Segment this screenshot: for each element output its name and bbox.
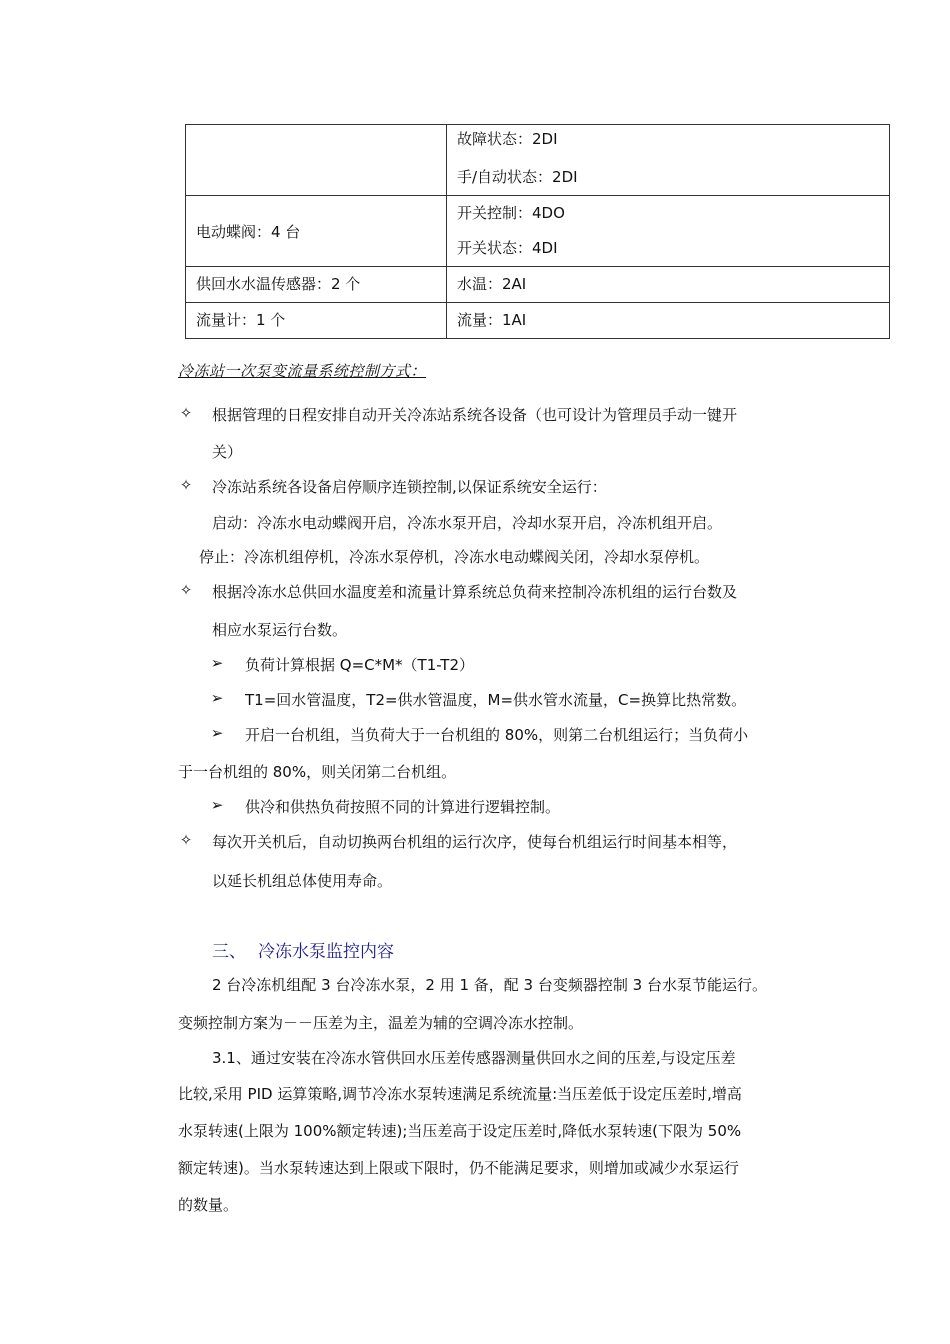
table-cell-points (447, 196, 890, 267)
paragraph-line: 2 台冷冻机组配 3 台冷冻水泵，2 用 1 备，配 3 台变频器控制 3 台水泵节能运行。 (212, 976, 767, 994)
section-number: 三、 (212, 942, 246, 962)
paragraph-line: 停止：冷冻机组停机，冷冻水泵停机，冷冻水电动蝶阀关闭，冷却水泵停机。 (199, 548, 710, 566)
table-cell-points (447, 267, 890, 303)
table-cell-device (186, 303, 447, 339)
table-cell-line: 流量计：1 个 (196, 311, 286, 329)
table-row (186, 267, 890, 303)
table-cell-device (186, 267, 447, 303)
arrow-bullet-icon: ➢ (210, 654, 224, 672)
table-cell-line: 开关控制：4DO (457, 204, 565, 222)
paragraph-line: 于一台机组的 80%，则关闭第二台机组。 (178, 763, 457, 781)
paragraph-line: 根据管理的日程安排自动开关冷冻站系统各设备（也可设计为管理员手动一键开 (212, 406, 738, 424)
table-cell-device: 电动蝶阀：4 台 (186, 196, 447, 267)
paragraph-line: 供冷和供热负荷按照不同的计算进行逻辑控制。 (245, 798, 561, 816)
star-bullet-icon: ✧ (179, 404, 193, 422)
arrow-bullet-icon: ➢ (210, 689, 224, 707)
table-cell-line: 供回水水温传感器：2 个 (196, 275, 361, 293)
arrow-bullet-icon: ➢ (210, 724, 224, 742)
table-row (186, 125, 890, 196)
paragraph-line: 额定转速)。当水泵转速达到上限或下限时，仍不能满足要求，则增加或减少水泵运行 (178, 1159, 739, 1177)
table-cell-points (447, 303, 890, 339)
table-cell-line: 开关状态：4DI (457, 239, 558, 257)
paragraph-line: 每次开关机后，自动切换两台机组的运行次序，使每台机组运行时间基本相等， (212, 833, 738, 851)
paragraph-line: 比较,采用 PID 运算策略,调节冷冻水泵转速满足系统流量:当压差低于设定压差时,增高 (178, 1085, 742, 1103)
paragraph-line: 负荷计算根据 Q=C*M*（T1-T2） (245, 656, 475, 674)
diamond-bullet-icon: ✧ (179, 476, 193, 494)
paragraph-line: 变频控制方案为－－压差为主，温差为辅的空调冷冻水控制。 (178, 1014, 584, 1032)
paragraph-line: 3.1、通过安装在冷冻水管供回水压差传感器测量供回水之间的压差,与设定压差 (212, 1049, 736, 1067)
table-cell-line: 手/自动状态：2DI (457, 168, 578, 186)
paragraph-line: 水泵转速(上限为 100%额定转速);当压差高于设定压差时,降低水泵转速(下限为 50% (178, 1122, 742, 1140)
section-title: 冷冻水泵监控内容 (258, 942, 394, 962)
paragraph-line: 以延长机组总体使用寿命。 (212, 872, 393, 890)
diamond-bullet-icon: ✧ (179, 581, 193, 599)
paragraph-line: 的数量。 (178, 1196, 239, 1214)
arrow-bullet-icon: ➢ (210, 796, 224, 814)
paragraph-line: 启动：冷冻水电动蝶阀开启，冷冻水泵开启，冷却水泵开启，冷冻机组开启。 (212, 514, 723, 532)
diamond-bullet-icon: ✧ (179, 831, 193, 849)
paragraph-line: 冷冻站系统各设备启停顺序连锁控制,以保证系统安全运行： (212, 478, 607, 496)
paragraph-line: 开启一台机组，当负荷大于一台机组的 80%，则第二台机组运行；当负荷小 (245, 726, 749, 744)
table-cell-line: 水温：2AI (457, 275, 527, 293)
io-points-table (185, 124, 890, 339)
paragraph-line: T1=回水管温度，T2=供水管温度，M=供水管水流量，C=换算比热常数。 (245, 691, 747, 709)
control-method-heading: 冷冻站一次泵变流量系统控制方式： (178, 362, 427, 380)
table-cell-line: 故障状态：2DI (457, 130, 558, 148)
paragraph-line: 根据冷冻水总供回水温度差和流量计算系统总负荷来控制冷冻机组的运行台数及 (212, 583, 738, 601)
table-cell-device (186, 125, 447, 196)
paragraph-line: 相应水泵运行台数。 (212, 621, 348, 639)
paragraph-line: 关） (212, 443, 243, 461)
table-cell-line: 流量：1AI (457, 311, 527, 329)
table-row (186, 196, 890, 267)
table-cell-points (447, 125, 890, 196)
table-row (186, 303, 890, 339)
